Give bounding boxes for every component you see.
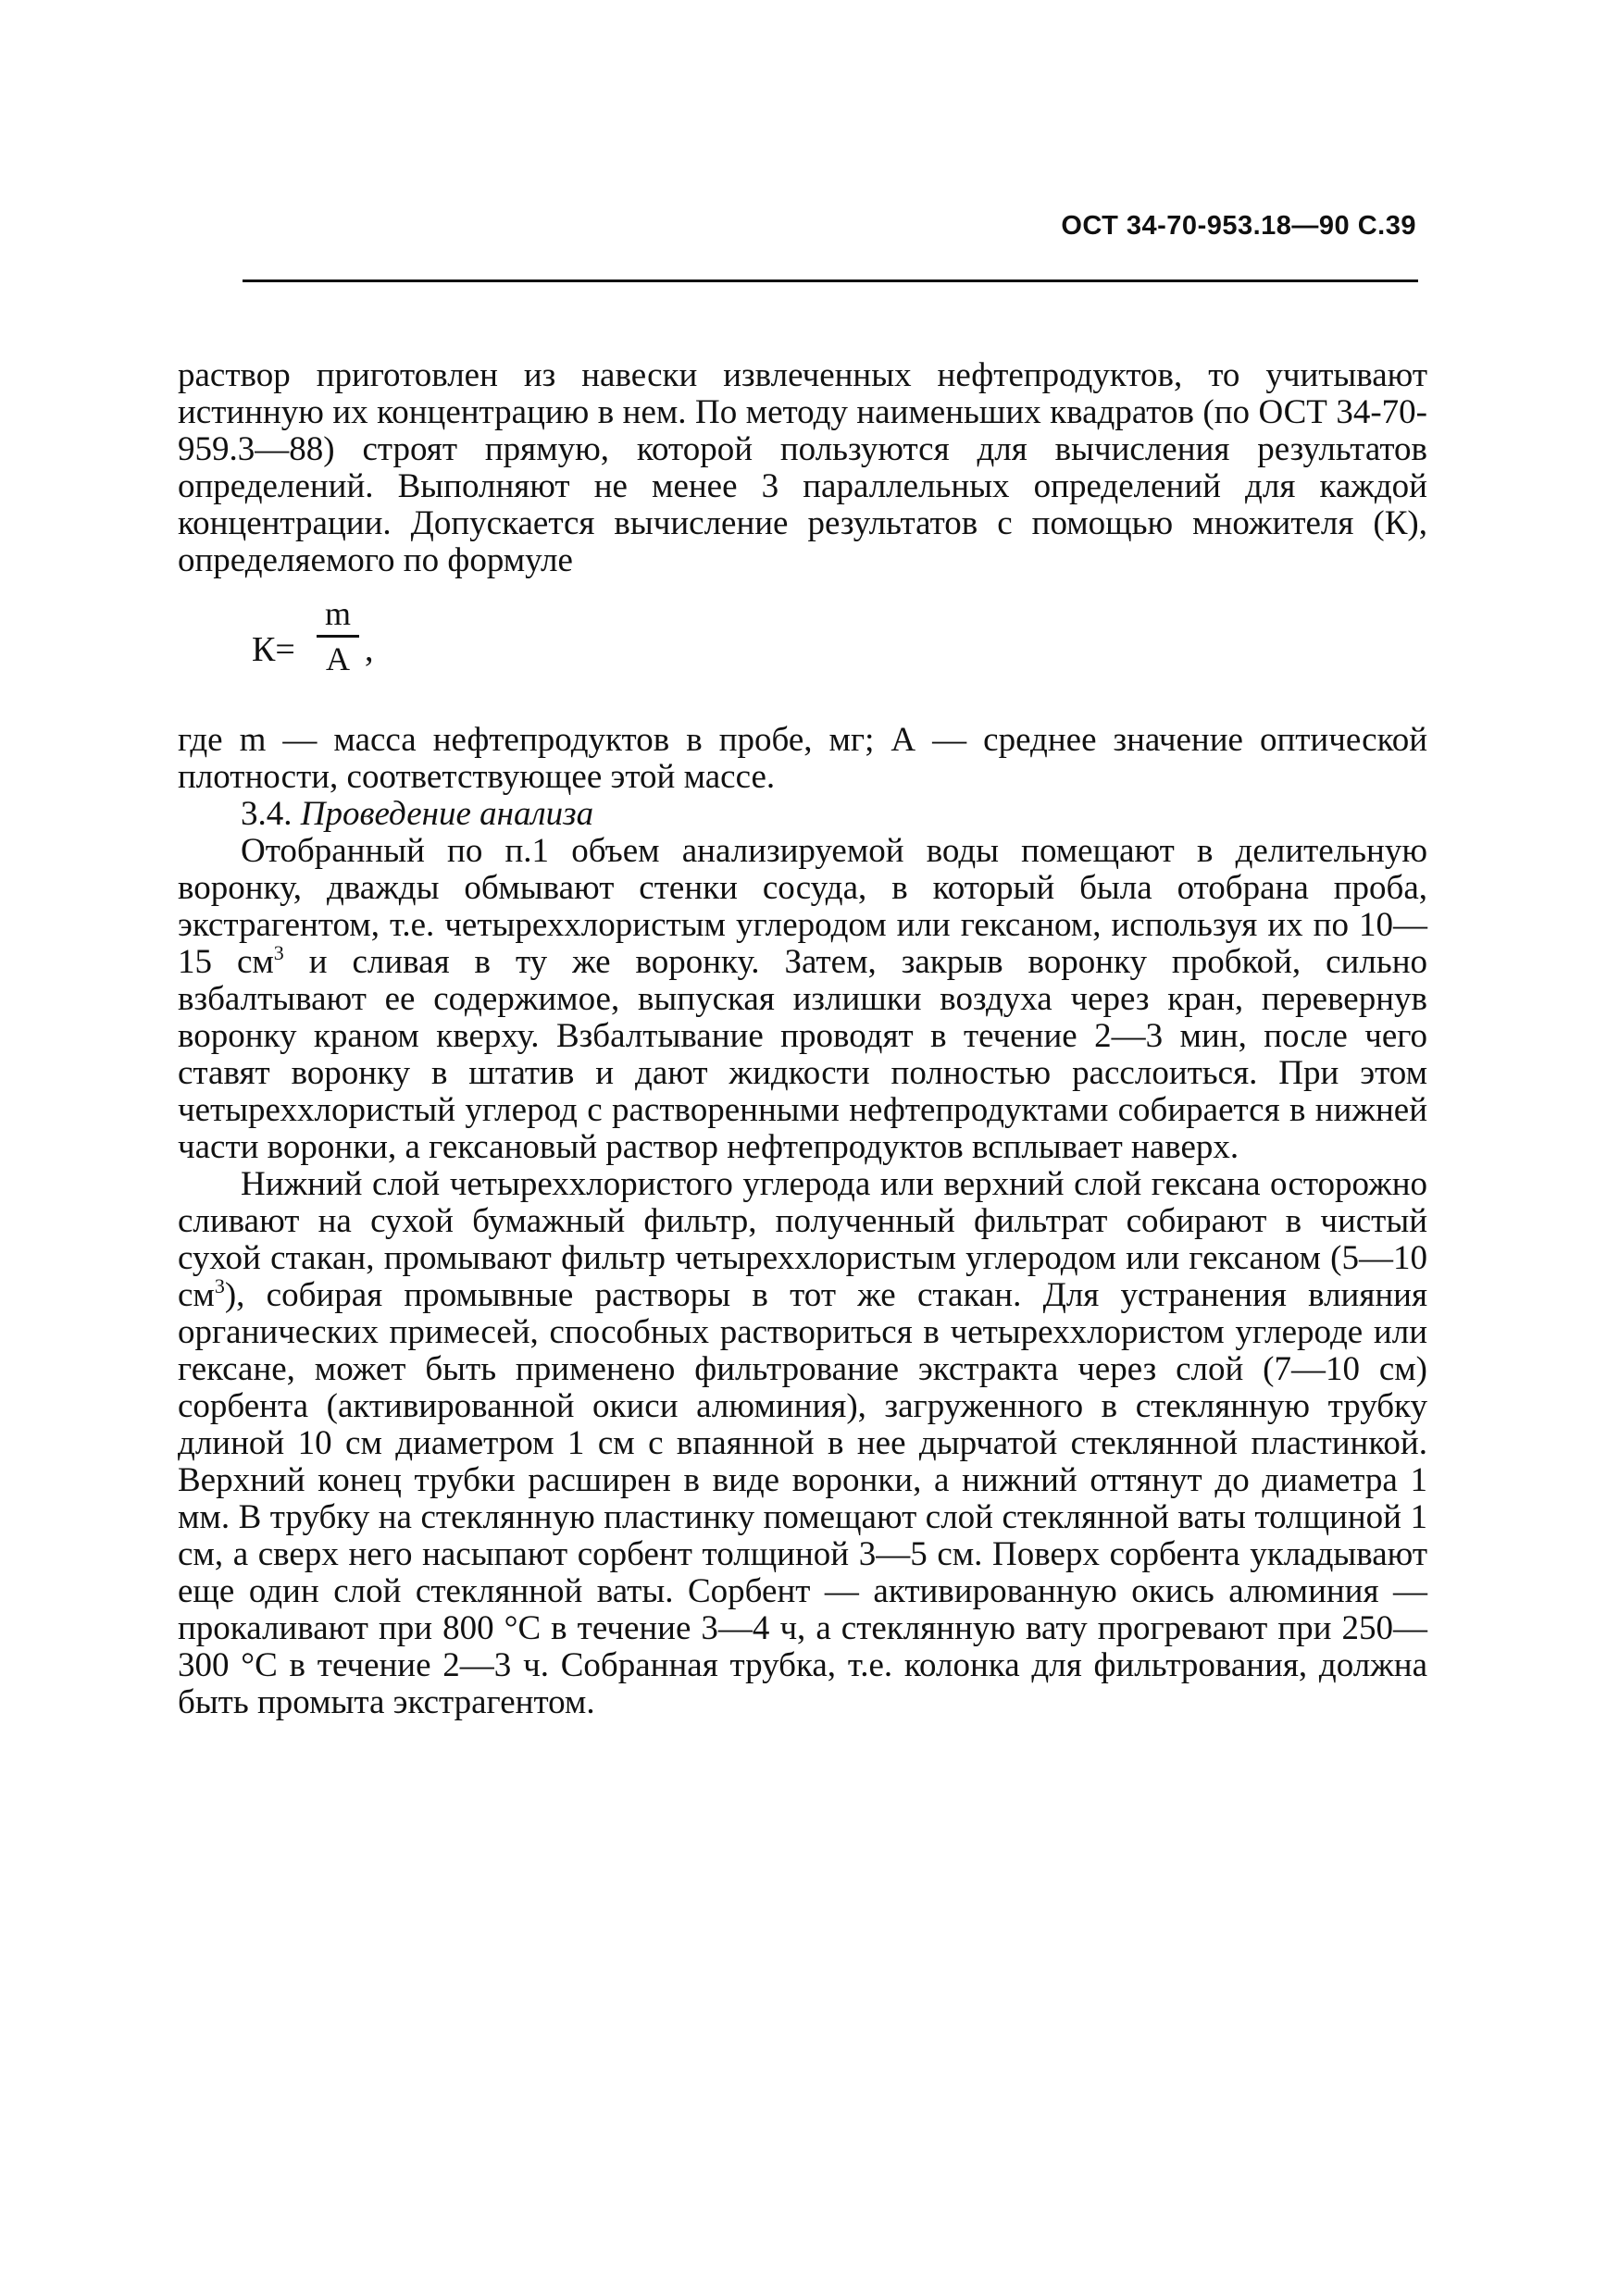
- formula-tail: ,: [365, 630, 374, 669]
- page-body: [178, 357, 1427, 1721]
- paragraph-4-part-2: ), собирая промывные растворы в тот же стакан. Для устранения влияния органических примесей, способных раствориться в четыреххлористом углероде или гексане, может быть применено фильтрование экстракта через слой (7—10 см) сорбента (активированной окиси алюминия), загруженного в стеклянную трубку длиной 10 см диаметром 1 см с впаянной в нее дырчатой стеклянной пластинкой. Верхний конец трубки расширен в виде воронки, а нижний оттянут до диаметра 1 мм. В трубку на стеклянную пластинку помещают слой стеклянной ваты толщиной 1 см, а сверх него насыпают сорбент толщиной 3—5 см. Поверх сорбента укладывают еще один слой стеклянной ваты. Сорбент — активированную окись алюминия — прокаливают при 800 °С в течение 3—4 ч, а стеклянную вату прогревают при 250—300 °С в течение 2—3 ч. Собранная трубка, т.е. колонка для фильтрования, должна быть промыта экстрагентом.: [178, 1276, 1427, 1721]
- paragraph-3-part-1: Отобранный по п.1 объем анализируемой воды помещают в делительную воронку, дважды обмывают стенки сосуда, в который была отобрана проба, экстрагентом, т.е. четыреххлористым углеродом или гексаном, используя их по 10—15 см: [178, 832, 1427, 981]
- formula-fraction: [317, 592, 359, 680]
- formula-denominator: A: [326, 640, 350, 677]
- paragraph-4: [178, 1166, 1427, 1721]
- running-header: ОСТ 34-70-953.18—90 С.39: [1061, 211, 1416, 241]
- section-number: 3.4.: [241, 795, 293, 833]
- paragraph-3-superscript: 3: [273, 941, 284, 964]
- paragraph-4-part-1: Нижний слой четыреххлористого углерода или верхний слой гексана осторожно сливают на сухой бумажный фильтр, полученный фильтрат собирают в чистый сухой стакан, промывают фильтр четыреххлористым углеродом или гексаном (5—10 см: [178, 1165, 1427, 1314]
- formula-k: [178, 592, 1427, 707]
- section-title: Проведение анализа: [300, 795, 594, 833]
- section-heading: [178, 796, 1427, 833]
- paragraph-3-part-2: и сливая в ту же воронку. Затем, закрыв воронку пробкой, сильно взбалтывают ее содержимое, выпуская излишки воздуха через кран, перевернув воронку краном кверху. Взбалтывание проводят в течение 2—3 мин, после чего ставят воронку в штатив и дают жидкости полностью расслоиться. При этом четыреххлористый углерод с растворенными нефтепродуктами собирается в нижней части воронки, а гексановый раствор нефтепродуктов всплывает наверх.: [178, 943, 1427, 1166]
- paragraph-1: раствор приготовлен из навески извлеченных нефтепродуктов, то учитывают истинную их концентрацию в нем. По методу наименьших квадратов (по ОСТ 34-70-959.3—88) строят прямую, которой пользуются для вычисления результатов определений. Выполняют не менее 3 параллельных определений для каждой концентрации. Допускается вычисление результатов с помощью множителя (К), определяемого по формуле: [178, 356, 1427, 579]
- formula-numerator: m: [324, 595, 351, 632]
- paragraph-2: где m — масса нефтепродуктов в пробе, мг; А — среднее значение оптической плотности, соответствующее этой массе.: [178, 721, 1427, 796]
- paragraph-4-superscript: 3: [214, 1274, 225, 1297]
- paragraph-3: [178, 833, 1427, 1166]
- formula-lhs: К=: [252, 630, 295, 669]
- header-rule: [243, 279, 1418, 282]
